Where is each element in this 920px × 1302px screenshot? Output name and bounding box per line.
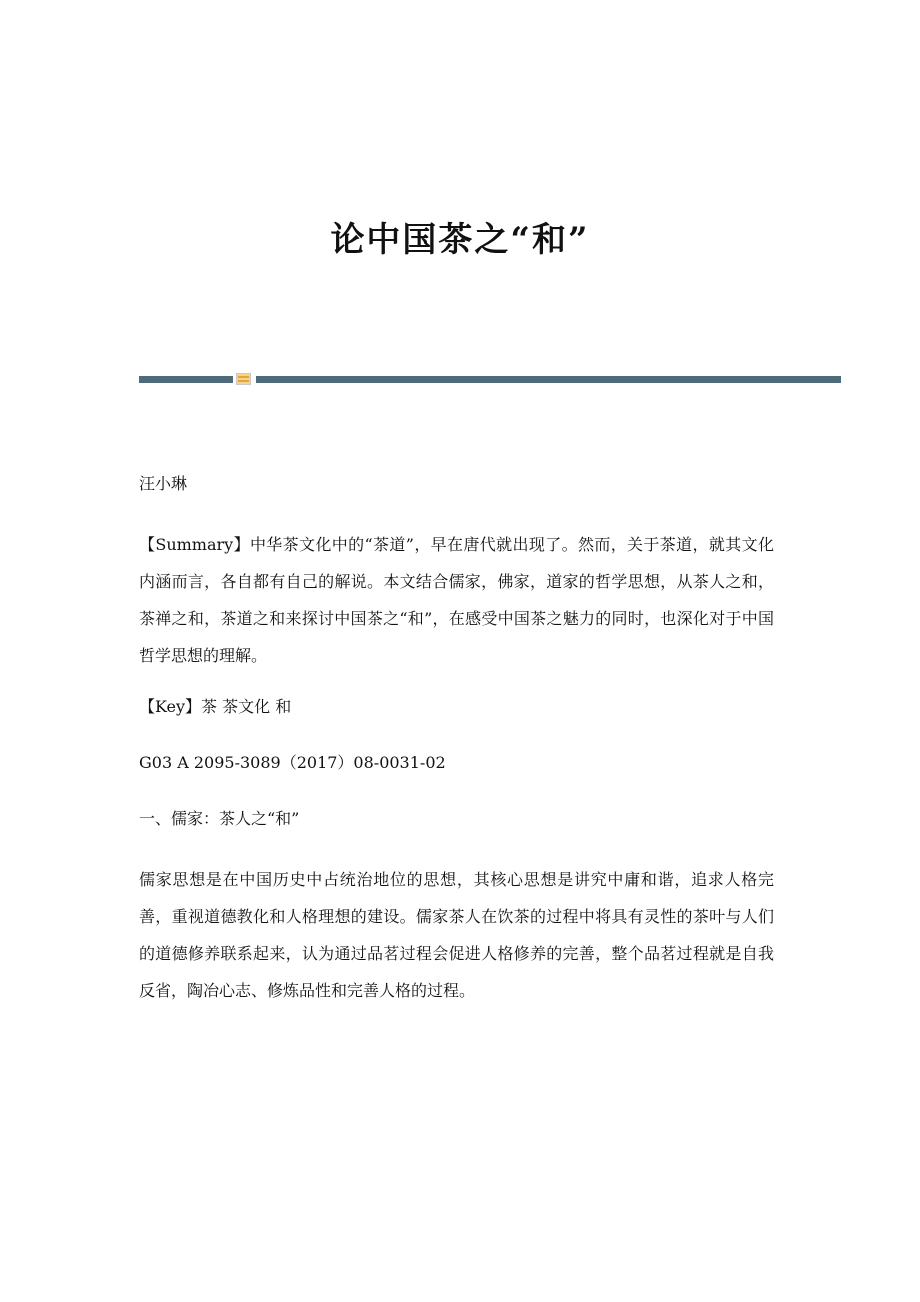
summary-text: 中华茶文化中的“茶道”，早在唐代就出现了。然而，关于茶道，就其文化内涵而言，各自都有自己的解说。本文结合儒家，佛家，道家的哲学思想，从茶人之和，茶禅之和，茶道之和来探讨中国茶之“和”，在感受中国茶之魅力的同时，也深化对于中国哲学思想的理解。 — [139, 535, 774, 665]
document-title: 论中国茶之“和” — [330, 220, 590, 260]
decorative-emblem-icon — [236, 373, 251, 385]
body-paragraph: 儒家思想是在中国历史中占统治地位的思想，其核心思想是讲究中庸和谐，追求人格完善，重视道德教化和人格理想的建设。儒家茶人在饮茶的过程中将具有灵性的茶叶与人们的道德修养联系起来，认为通过品茗过程会促进人格修养的完善，整个品茗过程就是自我反省，陶冶心志、修炼品性和完善人格的过程。 — [139, 870, 774, 1000]
keywords-line — [139, 693, 774, 721]
summary-label: 【Summary】 — [139, 535, 250, 554]
author: 汪小琳 — [139, 474, 188, 493]
section-heading: 一、儒家：茶人之“和” — [139, 809, 300, 828]
divider-bar-left — [139, 376, 233, 383]
keyword-item: 茶文化 — [222, 697, 271, 716]
summary-paragraph — [139, 526, 774, 674]
classification-line: G03 A 2095-3089（2017）08-0031-02 — [139, 753, 446, 772]
keyword-item: 茶 — [201, 697, 218, 716]
keywords-label: 【Key】 — [139, 697, 202, 716]
keyword-item: 和 — [275, 697, 292, 716]
divider-bar-right — [256, 376, 841, 383]
title-divider — [139, 373, 841, 385]
document-body — [139, 470, 774, 1028]
